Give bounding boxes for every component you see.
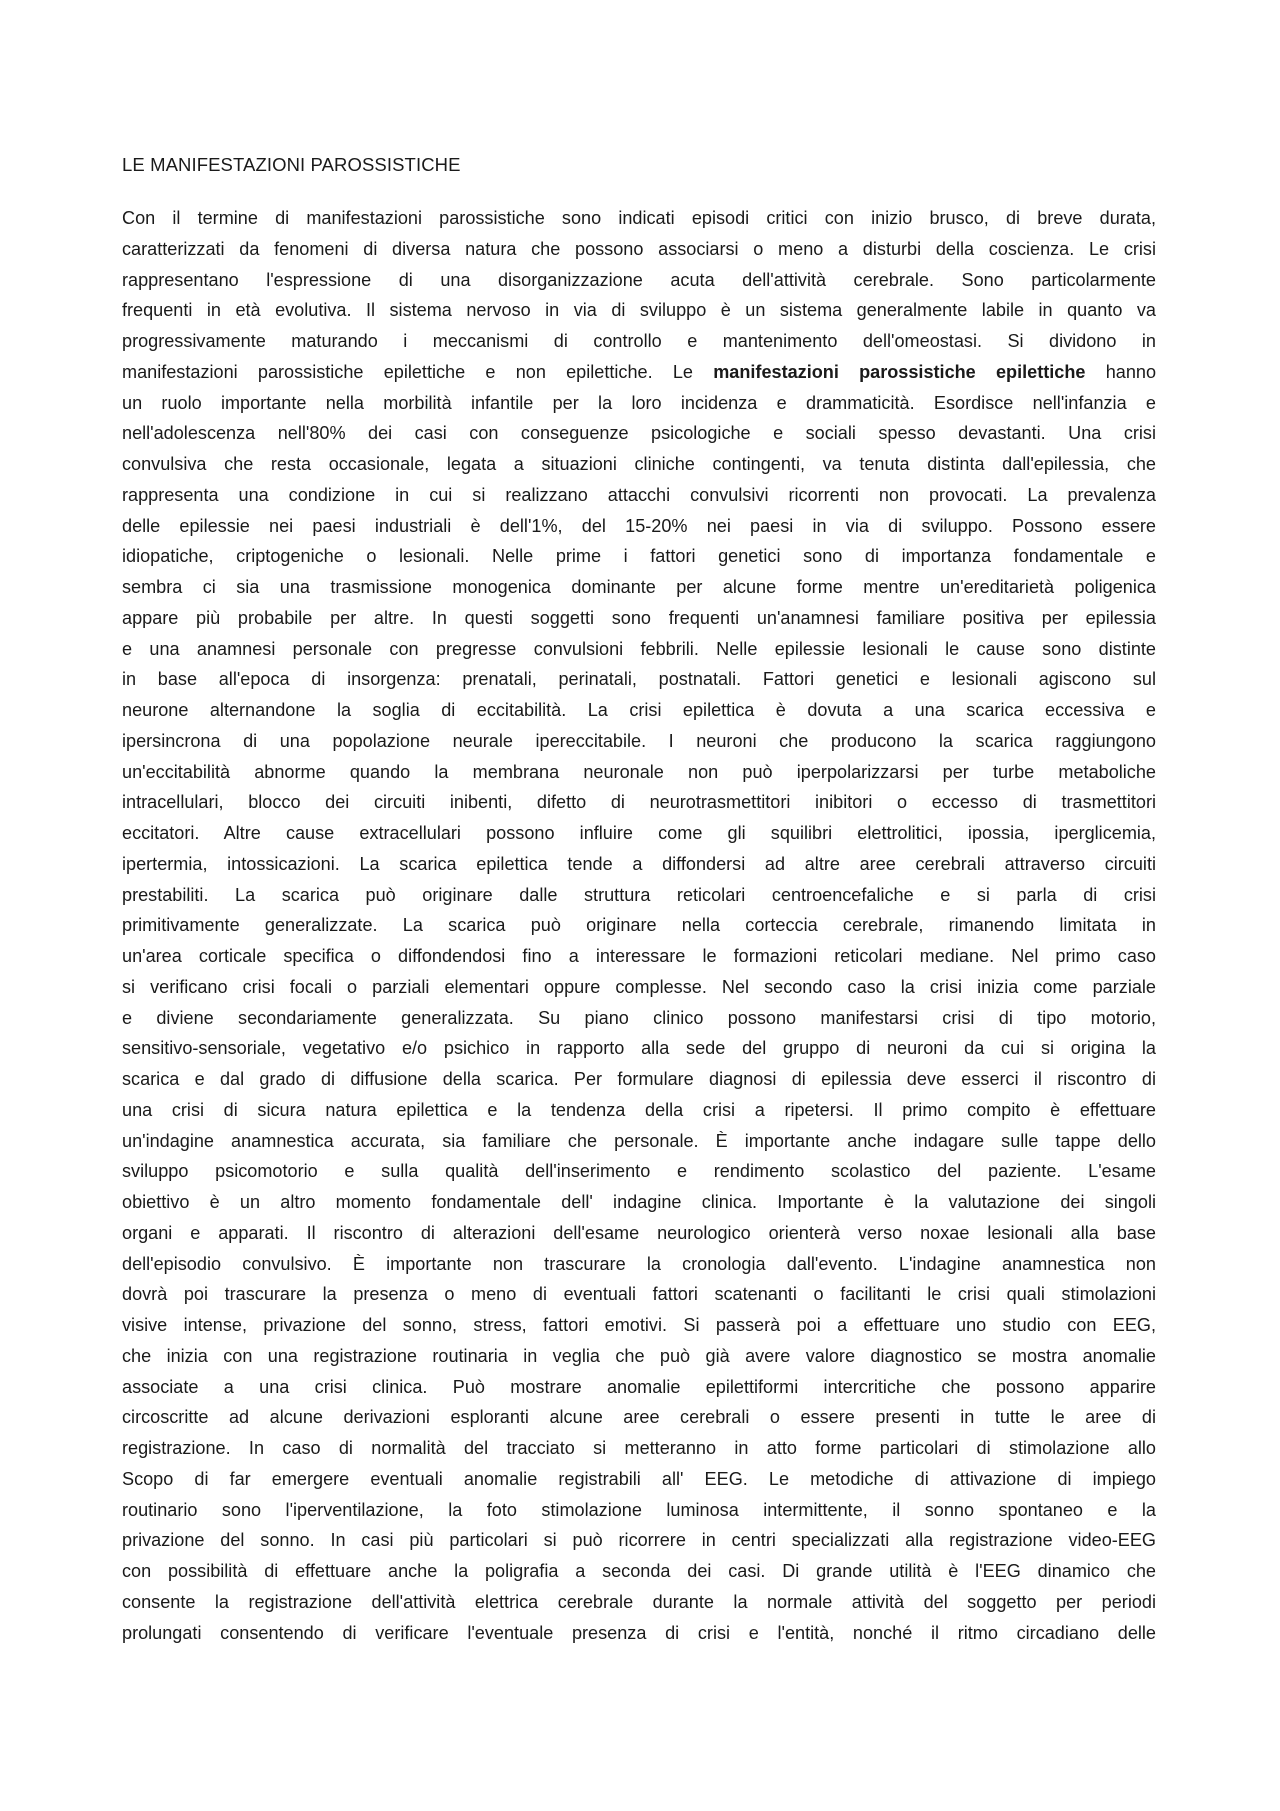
paragraph-line	[122, 1095, 1156, 1126]
text-segment: e una anamnesi personale con pregresse convulsioni febbrili. Nelle epilessie lesionali le cause sono distinte	[122, 638, 1156, 659]
text-segment: e diviene secondariamente generalizzata. Su piano clinico possono manifestarsi crisi di tipo motorio,	[122, 1007, 1156, 1028]
text-segment: associate a una crisi clinica. Può mostrare anomalie epilettiformi intercritiche che possono apparire	[122, 1376, 1156, 1397]
paragraph-line	[122, 234, 1156, 265]
paragraph-line	[122, 1033, 1156, 1064]
text-segment: con possibilità di effettuare anche la poligrafia a seconda dei casi. Di grande utilità è l'EEG dinamico che	[122, 1561, 1156, 1581]
text-segment: delle epilessie nei paesi industriali è dell'1%, del 15-20% nei paesi in via di sviluppo. Possono essere	[122, 515, 1156, 536]
text-segment: Con il termine di manifestazioni parossistiche sono indicati episodi critici con inizio brusco, di breve durata,	[122, 208, 1156, 228]
text-segment: caratterizzati da fenomeni di diversa natura che possono associarsi o meno a disturbi della coscienza. Le crisi	[122, 238, 1156, 259]
text-segment: rappresenta una condizione in cui si realizzano attacchi convulsivi ricorrenti non provocati. La prevalenza	[122, 484, 1156, 505]
text-segment: dell'episodio convulsivo. È importante non trascurare la cronologia dall'evento. L'indagine anamnestica non	[122, 1253, 1156, 1274]
paragraph-line	[122, 449, 1156, 480]
text-segment: intracellulari, blocco dei circuiti inibenti, difetto di neurotrasmettitori inibitori o eccesso di trasmettitori	[122, 792, 1156, 813]
text-segment: organi e apparati. Il riscontro di alterazioni dell'esame neurologico orienterà verso noxae lesionali alla base	[122, 1222, 1156, 1243]
paragraph-line	[122, 295, 1156, 326]
paragraph-line	[122, 1310, 1156, 1341]
paragraph-line	[122, 1433, 1156, 1464]
text-segment: che inizia con una registrazione routinaria in veglia che può già avere valore diagnostico se mostra anomalie	[122, 1345, 1156, 1366]
paragraph-line	[122, 480, 1156, 511]
text-segment: Scopo di far emergere eventuali anomalie registrabili all' EEG. Le metodiche di attivazione di impiego	[122, 1468, 1156, 1489]
text-segment: scarica e dal grado di diffusione della scarica. Per formulare diagnosi di epilessia deve esserci il riscontro di	[122, 1069, 1156, 1089]
paragraph-line	[122, 726, 1156, 757]
paragraph-line	[122, 664, 1156, 695]
text-segment: hanno	[1085, 361, 1156, 382]
paragraph-line	[122, 1587, 1156, 1618]
paragraph-line	[122, 1556, 1156, 1587]
text-segment: primitivamente generalizzate. La scarica può originare nella corteccia cerebrale, rimanendo limitata in	[122, 915, 1156, 936]
text-segment: una crisi di sicura natura epilettica e la tendenza della crisi a ripetersi. Il primo compito è effettuare	[122, 1099, 1156, 1120]
paragraph-line	[122, 818, 1156, 849]
paragraph-line	[122, 695, 1156, 726]
paragraph-line	[122, 941, 1156, 972]
paragraph-line	[122, 787, 1156, 818]
text-segment: si verificano crisi focali o parziali elementari oppure complesse. Nel secondo caso la crisi inizia come parziale	[122, 976, 1156, 997]
text-segment: ipersincrona di una popolazione neurale ipereccitabile. I neuroni che producono la scarica raggiungono	[122, 730, 1156, 751]
text-segment: neurone alternandone la soglia di eccitabilità. La crisi epilettica è dovuta a una scarica eccessiva e	[122, 700, 1156, 720]
paragraph-line	[122, 1279, 1156, 1310]
paragraph-line	[122, 910, 1156, 941]
paragraph-line	[122, 1064, 1156, 1095]
text-segment: consente la registrazione dell'attività elettrica cerebrale durante la normale attività del soggetto per periodi	[122, 1591, 1156, 1612]
paragraph-line	[122, 972, 1156, 1003]
text-segment: un'eccitabilità abnorme quando la membrana neuronale non può iperpolarizzarsi per turbe metaboliche	[122, 761, 1156, 782]
paragraph-line	[122, 1495, 1156, 1526]
text-segment: sembra ci sia una trasmissione monogenica dominante per alcune forme mentre un'ereditarietà poligenica	[122, 577, 1156, 597]
text-segment: nell'adolescenza nell'80% dei casi con conseguenze psicologiche e sociali spesso devastanti. Una crisi	[122, 423, 1156, 444]
text-segment: frequenti in età evolutiva. Il sistema nervoso in via di sviluppo è un sistema generalmente labile in quanto va	[122, 300, 1156, 321]
text-segment: visive intense, privazione del sonno, stress, fattori emotivi. Si passerà poi a effettuare uno studio con EEG,	[122, 1315, 1156, 1335]
paragraph-line	[122, 388, 1156, 419]
paragraph-line	[122, 880, 1156, 911]
text-segment: sviluppo psicomotorio e sulla qualità dell'inserimento e rendimento scolastico del paziente. L'esame	[122, 1161, 1156, 1182]
paragraph-line	[122, 1187, 1156, 1218]
paragraph-line	[122, 1341, 1156, 1372]
paragraph-line	[122, 326, 1156, 357]
paragraph-line	[122, 572, 1156, 603]
text-segment: privazione del sonno. In casi più particolari si può ricorrere in centri specializzati alla registrazione video-EEG	[122, 1530, 1156, 1551]
document-body	[122, 203, 1156, 1648]
paragraph-line	[122, 1249, 1156, 1280]
bold-text-segment: manifestazioni parossistiche epilettiche	[713, 361, 1086, 382]
text-segment: in base all'epoca di insorgenza: prenatali, perinatali, postnatali. Fattori genetici e lesionali agiscono sul	[122, 669, 1156, 690]
text-segment: dovrà poi trascurare la presenza o meno di eventuali fattori scatenanti o facilitanti le crisi quali stimolazioni	[122, 1284, 1156, 1305]
paragraph-line	[122, 1156, 1156, 1187]
text-segment: manifestazioni parossistiche epilettiche e non epilettiche. Le	[122, 361, 714, 382]
paragraph-line	[122, 1618, 1156, 1649]
text-segment: routinario sono l'iperventilazione, la foto stimolazione luminosa intermittente, il sonno spontaneo e la	[122, 1499, 1156, 1520]
paragraph-line	[122, 757, 1156, 788]
paragraph-line	[122, 265, 1156, 296]
text-segment: ipertermia, intossicazioni. La scarica epilettica tende a diffondersi ad altre aree cerebrali attraverso circuiti	[122, 853, 1156, 874]
paragraph-line	[122, 511, 1156, 542]
paragraph-line	[122, 1126, 1156, 1157]
text-segment: prestabiliti. La scarica può originare dalle struttura reticolari centroencefaliche e si parla di crisi	[122, 884, 1156, 905]
paragraph-line	[122, 603, 1156, 634]
paragraph-line	[122, 541, 1156, 572]
text-segment: convulsiva che resta occasionale, legata a situazioni cliniche contingenti, va tenuta distinta dall'epilessia, che	[122, 454, 1156, 474]
text-segment: rappresentano l'espressione di una disorganizzazione acuta dell'attività cerebrale. Sono particolarmente	[122, 269, 1156, 290]
text-segment: eccitatori. Altre cause extracellulari possono influire come gli squilibri elettrolitici, ipossia, iperglicemia,	[122, 823, 1156, 843]
text-segment: progressivamente maturando i meccanismi di controllo e mantenimento dell'omeostasi. Si dividono in	[122, 331, 1156, 351]
text-segment: obiettivo è un altro momento fondamentale dell' indagine clinica. Importante è la valutazione dei singoli	[122, 1192, 1156, 1212]
paragraph-line	[122, 1218, 1156, 1249]
text-segment: sensitivo-sensoriale, vegetativo e/o psichico in rapporto alla sede del gruppo di neuroni da cui si origina la	[122, 1038, 1156, 1059]
paragraph-line	[122, 1464, 1156, 1495]
paragraph-line	[122, 203, 1156, 234]
paragraph-line	[122, 1372, 1156, 1403]
text-segment: appare più probabile per altre. In questi soggetti sono frequenti un'anamnesi familiare positiva per epilessia	[122, 607, 1156, 628]
paragraph-line	[122, 1003, 1156, 1034]
text-segment: un'indagine anamnestica accurata, sia familiare che personale. È importante anche indagare sulle tappe dello	[122, 1130, 1156, 1151]
document-title: LE MANIFESTAZIONI PAROSSISTICHE	[122, 154, 461, 175]
paragraph-line	[122, 418, 1156, 449]
text-segment: circoscritte ad alcune derivazioni esploranti alcune aree cerebrali o essere presenti in tutte le aree di	[122, 1407, 1156, 1428]
paragraph-line	[122, 634, 1156, 665]
paragraph-line	[122, 849, 1156, 880]
text-segment: prolungati consentendo di verificare l'eventuale presenza di crisi e l'entità, nonché il ritmo circadiano delle	[122, 1622, 1156, 1643]
text-segment: registrazione. In caso di normalità del tracciato si metteranno in atto forme particolari di stimolazione allo	[122, 1438, 1156, 1458]
paragraph-line	[122, 357, 1156, 388]
paragraph-line	[122, 1525, 1156, 1556]
text-segment: un ruolo importante nella morbilità infantile per la loro incidenza e drammaticità. Esordisce nell'infanzia e	[122, 392, 1156, 413]
text-segment: idiopatiche, criptogeniche o lesionali. Nelle prime i fattori genetici sono di importanza fondamentale e	[122, 546, 1156, 567]
text-segment: un'area corticale specifica o diffondendosi fino a interessare le formazioni reticolari mediane. Nel primo caso	[122, 946, 1156, 966]
paragraph-line	[122, 1402, 1156, 1433]
